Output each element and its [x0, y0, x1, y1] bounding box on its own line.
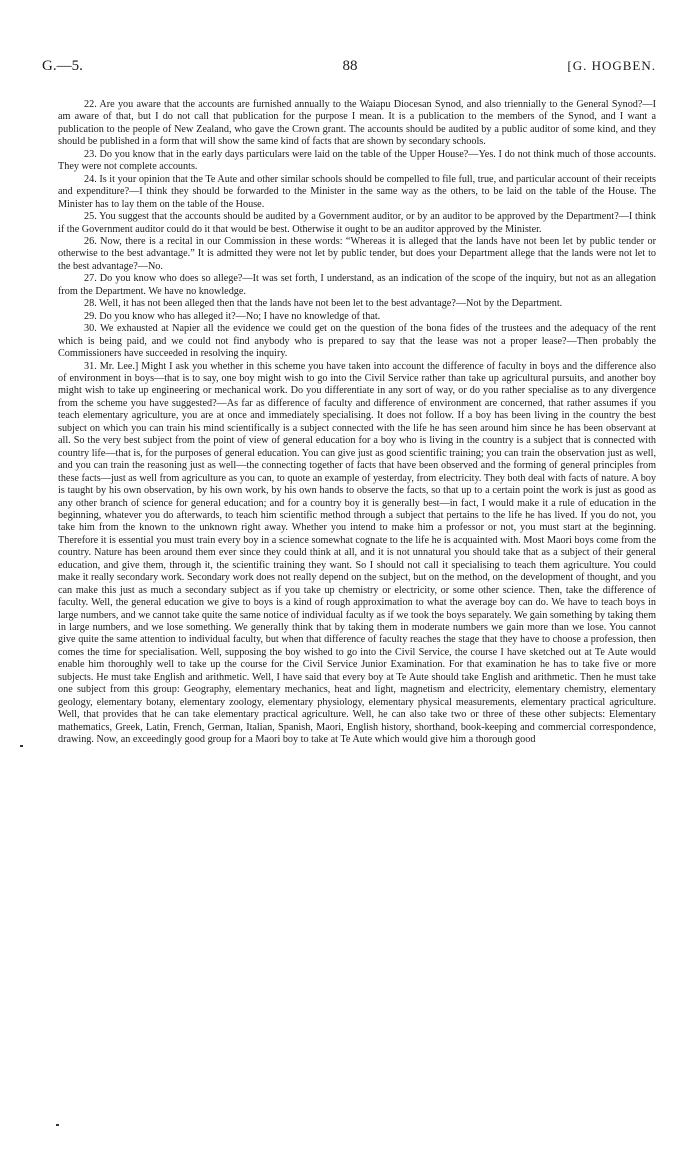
- witness-name: [G. HOGBEN.: [567, 58, 656, 73]
- paragraph-q26: 26. Now, there is a recital in our Commission in these words: “Whereas it is alleged that the lands have not been let by public tender or otherwise to the best advantage.” It is admitted they were not let by public tender, but does your Department allege that the lands were not let to the best advantage?—No.: [58, 235, 656, 272]
- paragraph-q23: 23. Do you know that in the early days particulars were laid on the table of the Upper House?—Yes. I do not think much of those accounts. They were not complete accounts.: [58, 148, 656, 173]
- paragraph-q29: 29. Do you know who has alleged it?—No; I have no knowledge of that.: [84, 310, 381, 322]
- paragraph-q25: 25. You suggest that the accounts should be audited by a Government auditor, or by an auditor to be approved by the Department?—I think if the Government auditor could do it that would be best. Otherwise it ought to be an auditor approved by the Minister.: [58, 211, 656, 235]
- paragraph-q27: 27. Do you know who does so allege?—It was set forth, I understand, as an indication of the scope of the inquiry, but not as an allegation from the Department. We have no knowledge.: [58, 273, 656, 297]
- paragraph-q22: 22. Are you aware that the accounts are furnished annually to the Waiapu Diocesan Synod, and also triennially to the General Synod?—I am aware of that, but I do not call that publication for the purpose I mean. It is a publication to the members of the Synod, and I want a publication to the people of New Zealand, who gave the Crown grant. The accounts should be audited by a public auditor of some kind, and they should be published in a form that will show the same kind of facts that are shown by secondary schools.: [58, 99, 656, 148]
- paragraph-q30: 30. We exhausted at Napier all the evidence we could get on the question of the bona fides of the trustees and the adequacy of the rent which is being paid, and we could not find anybody who is prepared to say that the lease was not a proper lease?—Then probably the Commissioners have succeeded in resolving the inquiry.: [58, 323, 656, 360]
- paragraph-q28: 28. Well, it has not been alleged then that the lands have not been let to the best advantage?—Not by the Department.: [84, 298, 563, 310]
- scan-speck: [20, 745, 23, 747]
- report-code: G.—5.: [42, 58, 83, 74]
- scan-speck: [56, 1124, 59, 1126]
- page-header: [38, 58, 662, 78]
- testimony-body: [58, 99, 656, 747]
- paragraph-q24: 24. Is it your opinion that the Te Aute and other similar schools should be compelled to file full, true, and particular account of their receipts and expenditure?—I think they should be forwarded to the Minister in the same way as the others, to be laid on the table of the House. The Minister has to lay them on the table of the House.: [58, 173, 656, 210]
- paragraph-q31: 31. Mr. Lee.] Might I ask you whether in this scheme you have taken into account the difference of faculty in boys and the difference also of environment in boys—that is to say, one boy might wish to go into the Civil Service rather than take up agricultural pursuits, and another boy might wish to take up engineering or mechanical work. Do you differentiate in any sort of way, or do you rather specialise as to any divergence from the scheme you have suggested?—As far as difference of faculty and difference of environment are concerned, that rather assumes if you teach elementary agriculture, you are at once and immediately specialising. It does not follow. If a boy has been living in the country the best subject on which you can train his mind scientifically is a subject connected with the life he has seen around him since he has been observant at all. So the very best subject from the point of view of general education for a boy who is living in the country is a subject that is connected with country life—that is, for the purposes of general education. You can give just as good scientific training; you can train the observation just as well, and you can train the reasoning just as well—the connecting together of facts that have been observed and the forming of general principles from these facts—just as well from agriculture as you can, to quote an example of yesterday, from electricity. They both deal with facts of nature. A boy is taught by his own observation, by his own work, by his own hands to observe the facts, so that up to a certain point the work is just as good as any other branch of science for general education; and for a country boy it is generally best—in fact, I would make it a rule of education in the beginning, whatever you do afterwards, to teach him scientific method through a subject that pertains to the life he has lived. If you do not, you take him from the known to the unknown right away. Whether you intend to make him a professor or not, you must start at the beginning. Therefore it is essential you must train every boy in a science somewhat cognate to the life he is acquainted with. Most Maori boys come from the country. Nature has been around them ever since they could think at all, and it is not unnatural you should take that as a subject of their general education, and give them, through it, the scientific training they want. So I should not call it specialising to teach them agriculture. You could make it really secondary work. Secondary work does not really depend on the subject, but on the method, on the development of thought, and you can make this just as much a secondary subject as if you take up chemistry or electricity, or some other science. Then, take the difference of faculty. Well, the general education we give to boys is a kind of rough approximation to what the average boy can do. We have to teach boys in large numbers, and we cannot take quite the same notice of individual faculty as if we took the boys separately. We gain something by taking them in large numbers, and we lose something. We generally think that by taking them in moderate numbers we gain more than we lose. You cannot give quite the same attention to individual faculty, but when that difference of faculty reaches the stage that they have to choose a profession, then comes the time for specialisation. Well, supposing the boy wished to go into the Civil Service, the course I have sketched out at Te Aute would enable him thoroughly well to take up the course for the Civil Service Junior Examination. For that examination he has to take five or more subjects. He must take English and arithmetic. Well, I have said that every boy at Te Aute should take English and arithmetic. Then he must take one subject from this group: Geography, elementary mechanics, heat and light, magnetism and electricity, elementary chemistry, elementary geology, elementary botany, elementary zoology, elementary physiology, elementary physical measurements, elementary practical agriculture. Well, that provides that he can take elementary practical agriculture. Well, he can also take two or three of these other subjects: Elementary mathematics, Greek, Latin, French, German, Italian, Spanish, Maori, English history, shorthand, book-keeping and commercial correspondence, drawing. Now, an exceedingly good group for a Maori boy to take at Te Aute which would give him a thorough good: [58, 360, 656, 746]
- page-number: 88: [342, 58, 358, 74]
